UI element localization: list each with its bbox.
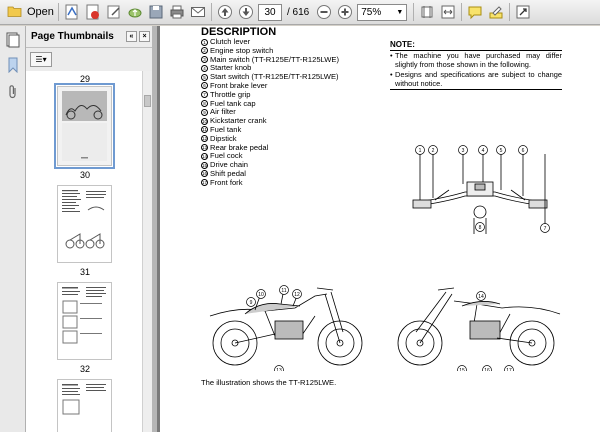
separator (211, 3, 212, 21)
handlebar-illustration (405, 124, 555, 239)
callout-number: 2 (201, 47, 208, 54)
part-name: Front fork (210, 177, 243, 187)
collapse-panel-button[interactable] (126, 31, 137, 42)
callout (477, 292, 486, 301)
comment-button[interactable] (466, 3, 484, 21)
callout-label: 2 (431, 148, 435, 154)
illustration-caption: The illustration shows the TT-R125LWE. (201, 378, 337, 387)
envelope-icon (190, 4, 206, 20)
bookmarks-panel-button[interactable] (3, 55, 23, 75)
part-name: Fuel tank (210, 124, 242, 134)
callout (293, 290, 302, 299)
callout (416, 146, 425, 155)
callout (476, 223, 485, 232)
callout (519, 146, 528, 155)
part-name: Dipstick (210, 133, 237, 143)
fit-width-button[interactable] (439, 3, 457, 21)
parts-list (201, 38, 339, 188)
callout-number: 6 (201, 82, 208, 89)
combine-files-button[interactable] (84, 3, 102, 21)
arrow-up-icon (217, 4, 233, 20)
callout-number: 12 (202, 136, 208, 142)
part-name: Main switch (TT-R125E/TT-R125LWE) (210, 54, 339, 64)
callout-label: 1 (418, 148, 422, 154)
zoom-out-icon (316, 4, 332, 20)
thumbnail-scrollbar[interactable] (142, 71, 152, 432)
comment-bubble-icon (467, 4, 483, 20)
panel-options-row (26, 48, 152, 70)
thumbnails-panel (26, 26, 152, 432)
combine-files-icon (85, 4, 101, 20)
zoom-in-icon (337, 4, 353, 20)
open-button[interactable] (4, 3, 54, 22)
callout-number: 5 (201, 74, 208, 81)
callout-number: 3 (201, 56, 208, 63)
callout-number: 14 (202, 153, 208, 159)
arrow-down-icon (238, 4, 254, 20)
edit-icon (106, 4, 122, 20)
thumbnail-label: 31 (79, 267, 90, 277)
thumbnail-label: 30 (79, 170, 90, 180)
pages-icon (6, 32, 20, 48)
callout (257, 290, 266, 299)
callout-label: 15 (459, 368, 465, 371)
callout-label: 4 (481, 148, 485, 154)
section-title: DESCRIPTION (201, 26, 277, 38)
callout-label: 12 (294, 292, 300, 298)
thumbnail-list (26, 71, 152, 432)
email-button[interactable] (189, 3, 207, 21)
create-pdf-icon (64, 4, 80, 20)
part-name: Drive chain (210, 160, 248, 170)
callout-number: 7 (201, 91, 208, 98)
thumbnail-page-29[interactable] (57, 86, 112, 166)
part-name: Clutch lever (210, 37, 251, 46)
note-title: NOTE: (390, 40, 562, 51)
part-name: Fuel tank cap (210, 98, 256, 108)
callout (280, 286, 289, 295)
edit-button[interactable] (105, 3, 123, 21)
callout-label: 7 (543, 226, 547, 232)
next-page-button[interactable] (237, 3, 255, 21)
fit-page-button[interactable] (418, 3, 436, 21)
close-panel-button[interactable] (139, 31, 150, 42)
callout (541, 224, 550, 233)
parts-list-item (201, 179, 339, 188)
create-pdf-button[interactable] (63, 3, 81, 21)
callout-number: 10 (202, 118, 208, 124)
zoom-out-button[interactable] (315, 3, 333, 21)
print-button[interactable] (168, 3, 186, 21)
bike-left-illustration (205, 266, 375, 371)
callout (275, 366, 284, 372)
open-label: Open (27, 6, 54, 18)
part-name: Engine stop switch (210, 45, 274, 55)
callout (505, 366, 514, 372)
folder-icon (7, 4, 23, 21)
separator (58, 3, 59, 21)
panel-header (26, 26, 152, 48)
callout (458, 366, 467, 372)
options-button[interactable] (30, 52, 52, 67)
document-page (160, 26, 600, 432)
zoom-select[interactable] (357, 4, 407, 21)
double-chevron-left-icon: « (129, 33, 134, 40)
separator (461, 3, 462, 21)
expand-button[interactable] (514, 3, 532, 21)
bookmark-icon (7, 57, 19, 73)
callout (429, 146, 438, 155)
bike-right-illustration (392, 266, 567, 371)
callout-label: 17 (506, 368, 512, 371)
callout-label: 13 (276, 368, 282, 371)
expand-icon (515, 4, 531, 20)
callout-label: 5 (499, 148, 503, 154)
callout (247, 298, 256, 307)
scroll-thumb[interactable] (144, 95, 151, 107)
callout (459, 146, 468, 155)
callout-number: 11 (202, 127, 207, 133)
panel-title: Page Thumbnails (31, 31, 114, 42)
part-name: Starter knob (210, 63, 252, 73)
part-name: Fuel cock (210, 151, 243, 161)
callout (483, 366, 492, 372)
chevron-down-icon: ▼ (396, 8, 404, 16)
callout-label: 9 (249, 300, 253, 306)
page-number-input[interactable]: 30 (258, 4, 282, 21)
part-name: Front brake lever (210, 80, 268, 90)
page-total: / 616 (287, 6, 310, 18)
callout-number: 9 (201, 109, 208, 116)
callout (497, 146, 506, 155)
part-name: Throttle grip (210, 89, 251, 99)
callout-number: 8 (201, 100, 208, 107)
save-icon (148, 4, 164, 20)
print-icon (169, 4, 185, 20)
toolbar (0, 0, 600, 25)
callout-label: 14 (478, 294, 484, 300)
part-name: Start switch (TT-R125E/TT-R125LWE) (210, 72, 339, 82)
previous-page-button[interactable] (216, 3, 234, 21)
callout-number: 13 (202, 145, 208, 151)
list-options-icon: ☰▾ (35, 54, 47, 64)
callout-label: 6 (521, 148, 525, 154)
paperclip-icon (7, 84, 19, 100)
separator (509, 3, 510, 21)
part-name: Air filter (210, 107, 236, 117)
thumbnail-label: 29 (79, 74, 90, 84)
callout-label: 10 (258, 292, 264, 298)
callout-number: 15 (202, 162, 208, 168)
attachments-panel-button[interactable] (3, 82, 23, 102)
zoom-in-button[interactable] (336, 3, 354, 21)
part-name: Rear brake pedal (210, 142, 269, 152)
callout-label: 11 (281, 288, 287, 294)
highlight-button[interactable] (487, 3, 505, 21)
thumbnail-label: 32 (79, 364, 90, 374)
callout-number: 17 (202, 180, 208, 186)
callout-number: 1 (201, 39, 208, 46)
callout-label: 8 (478, 225, 482, 231)
callout-number: 4 (201, 65, 208, 72)
highlighter-icon (488, 4, 504, 20)
thumbnail-page-32[interactable] (57, 379, 112, 432)
thumbnail-page-30[interactable] (57, 185, 112, 263)
note-box (390, 40, 562, 90)
note-item: • The machine you have purchased may differ slightly from those shown in the following. (390, 51, 562, 70)
part-name: Shift pedal (210, 168, 246, 178)
cloud-upload-icon (127, 4, 143, 20)
separator (413, 3, 414, 21)
zoom-value: 75% (361, 6, 382, 18)
callout (479, 146, 488, 155)
fit-page-icon (419, 4, 435, 20)
save-button[interactable] (147, 3, 165, 21)
pages-panel-button[interactable] (3, 30, 23, 50)
document-area (157, 26, 600, 432)
callout-label: 16 (484, 368, 490, 371)
callout-number: 16 (202, 171, 208, 177)
close-icon: × (142, 33, 147, 40)
fit-width-icon (440, 4, 456, 20)
thumbnail-page-31[interactable] (57, 282, 112, 360)
navigation-strip (0, 26, 26, 432)
callout-label: 3 (461, 148, 465, 154)
part-name: Kickstarter crank (210, 116, 267, 126)
cloud-button[interactable] (126, 3, 144, 21)
note-item: • Designs and specifications are subject to change without notice. (390, 70, 562, 89)
